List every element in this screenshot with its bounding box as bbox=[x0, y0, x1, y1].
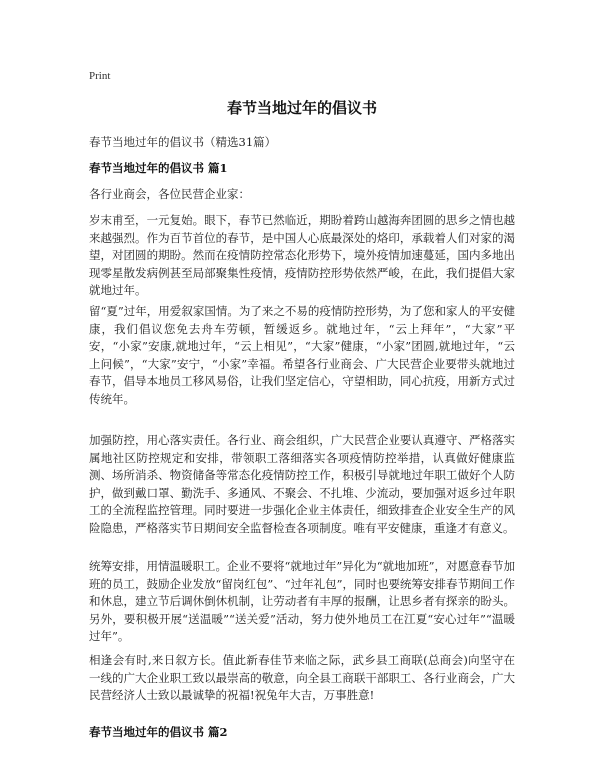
paragraph-4: 统筹安排，用情温暖职工。企业不要将“就地过年”异化为“就地加班”，对愿意春节加班的员工，鼓励企业发放“留岗红包”、“过年礼包”，同时也要统筹安排春节期间工作和休息，建立节后调休倒休机制，让劳动者有丰厚的报酬，让思乡者有探亲的盼头。另外，要积极开展“送温暖”“送关爱”活动，努力使外地员工在江夏“安心过年”“温暖过年”。 bbox=[89, 559, 516, 644]
paragraph-5: 相逢会有时,来日叙方长。值此新春佳节来临之际，武乡县工商联(总商会)向坚守在一线的广大企业职工致以最崇高的敬意，向全县工商联干部职工、各行业商会，广大民营经济人士致以最诚挚的祝福!祝兔年大吉，万事胜意! bbox=[89, 653, 515, 703]
section-heading-2: 春节当地过年的倡议书 篇2 bbox=[89, 725, 228, 739]
document-title: 春节当地过年的倡议书 bbox=[226, 99, 377, 117]
paragraph-1: 岁末甫至，一元复始。眼下，春节已然临近，期盼着跨山越海奔团圆的思乡之情也越来越强烈。作为百节首位的春节，是中国人心底最深处的烙印，承载着人们对家的渴望，对团圆的期盼。然而在疫情防控常态化形势下，境外疫情加速蔓延，国内多地出现零星散发病例甚至局部聚集性疫情，疫情防控形势依然严峻，在此，我们提倡大家就地过年。 bbox=[89, 213, 515, 298]
paragraph-3: 加强防控，用心落实责任。各行业、商会组织，广大民营企业要认真遵守、严格落实属地社区防控规定和安排，带领职工落细落实各项疫情防控举措，认真做好健康监测、场所消杀、物资储备等常态化疫情防控工作，积极引导就地过年职工做好个人防护，做到戴口罩、勤洗手、多通风、不聚会、不扎堆、少流动，要加强对返乡过年职工的全流程监控管理。同时要进一步强化企业主体责任，细致排查企业安全生产的风险隐患，严格落实节日期间安全监督检查各项制度。唯有平安健康，重逢才有意义。 bbox=[89, 433, 515, 535]
print-link[interactable]: Print bbox=[89, 70, 111, 82]
document-subtitle: 春节当地过年的倡议书（精选31篇） bbox=[89, 135, 277, 149]
paragraph-2: 留“夏”过年，用爱叙家国情。为了来之不易的疫情防控形势，为了您和家人的平安健康，我们倡议您免去舟车劳顿，暂缓返乡。就地过年，“云上拜年”，“大家”平安，“小家”安康,就地过年，“云上相见”，“大家”健康，“小家”团圆,就地过年，“云上问候”，“大家”安宁，“小家”幸福。希望各行业商会、广大民营企业要带头就地过春节，倡导本地员工移风易俗，让我们坚定信心，守望相助，同心抗疫，用新方式过传统年。 bbox=[89, 304, 515, 406]
paragraph-salutation: 各行业商会，各位民营企业家： bbox=[89, 187, 250, 201]
section-heading-1: 春节当地过年的倡议书 篇1 bbox=[89, 161, 228, 175]
